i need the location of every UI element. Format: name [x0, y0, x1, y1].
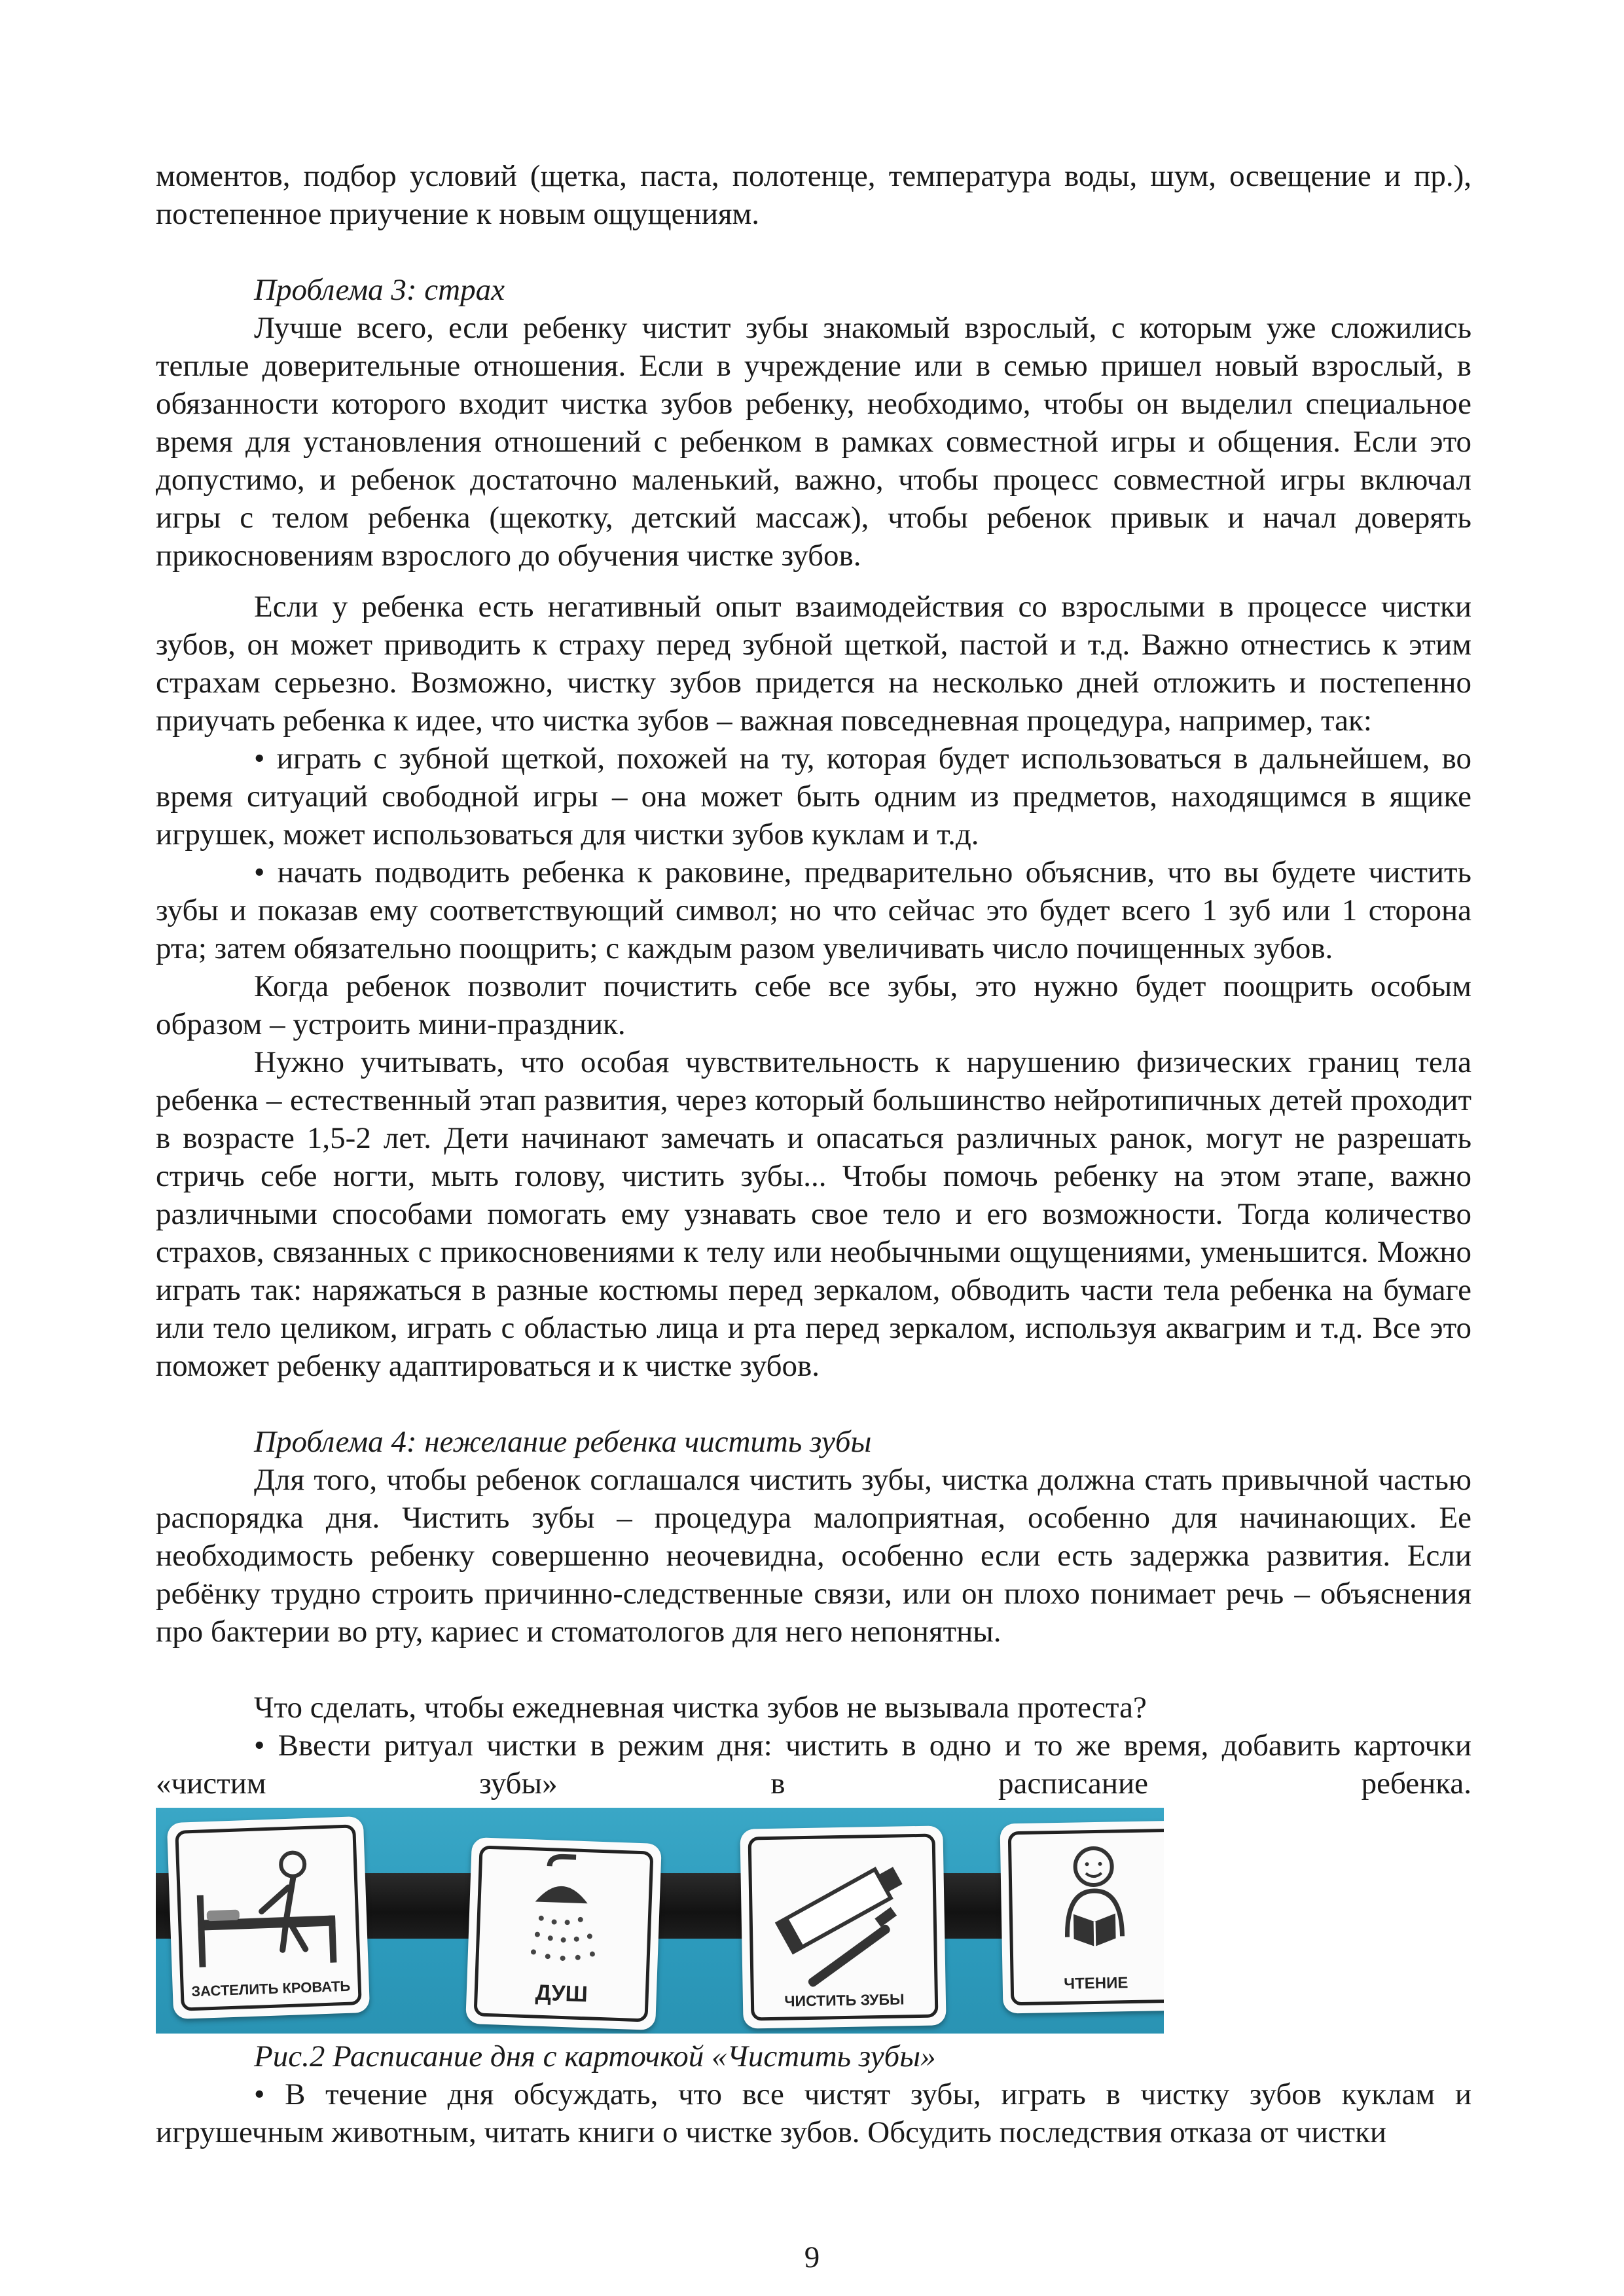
paragraph: Лучше всего, если ребенку чистит зубы знакомый взрослый, с которым уже сложились теплые доверительные отношения. Если в учреждение или в семью пришел новый взрослый, в обязанности которого входит чистка зубов ребенку, необходимо, чтобы он выделил специальное время для установления отношений с ребенком в рамках совместной игры и общения. Если это допустимо, и ребенок достаточно маленький, важно, чтобы процесс совместной игры включал игры с телом ребенка (щекотку, детский массаж), чтобы ребенок привык и начал доверять прикосновениям взрослого до обучения чистке зубов. — [156, 311, 1471, 573]
list-item: • В течение дня обсуждать, что все чистят зубы, играть в чистку зубов куклам и игрушечным животным, читать книги о чистке зубов. Обсудить последствия отказа от чистки — [156, 2077, 1471, 2149]
paragraph: моментов, подбор условий (щетка, паста, полотенце, температура воды, шум, освещение и пр.), постепенное приучение к новым ощущениям. — [156, 159, 1471, 231]
paragraph: Нужно учитывать, что особая чувствительность к нарушению физических границ тела ребенка – естественный этап развития, через который большинство нейротипичных детей проходит в возрасте 1,5-2 лет. Дети начинают замечать и опасаться различных ранок, могут не разрешать стричь себе ногти, мыть голову, чистить зубы... Чтобы помочь ребенку на этом этапе, важно различными способами помогать ему узнавать свое тело и его возможности. Тогда количество страхов, связанных с прикосновениями к телу или необычными ощущениями, уменьшится. Можно играть так: наряжаться в разные костюмы перед зеркалом, обводить части тела ребенка на бумаге или тело целиком, играть с областью лица и рта перед зеркалом, используя аквагрим и т.д. Все это поможет ребенку адаптироваться и к чистке зубов. — [156, 1045, 1471, 1383]
card-label: ДУШ — [535, 1980, 588, 2007]
schedule-photo — [156, 1808, 1164, 2034]
card-label: ЧИСТИТЬ ЗУБЫ — [784, 1990, 905, 2010]
paragraph: Для того, чтобы ребенок соглашался чистить зубы, чистка должна стать привычной частью распорядка дня. Чистить зубы – процедура малоприятная, особенно для начинающих. Ее необходимость ребенку совершенно неочевидна, особенно если есть задержка развития. Если ребёнку трудно строить причинно-следственные связи, или он плохо понимает речь – объяснения про бактерии во рту, кариес и стоматологов для него непонятны. — [156, 1463, 1471, 1649]
paragraph: Если у ребенка есть негативный опыт взаимодействия со взрослыми в процессе чистки зубов, он может приводить к страху перед зубной щеткой, пастой и т.д. Важно отнестись к этим страхам серьезно. Возможно, чистку зубов придется на несколько дней отложить и постепенно приучать ребенка к идее, что чистка зубов – важная повседневная процедура, например, так: — [156, 590, 1471, 738]
card-shower — [465, 1837, 662, 2030]
figure-caption: Рис.2 Расписание дня с карточкой «Чистить зубы» — [254, 2039, 936, 2073]
page-number: 9 — [804, 2240, 820, 2274]
card-label: ЧТЕНИЕ — [1063, 1974, 1128, 1993]
list-item: • Ввести ритуал чистки в режим дня: чистить в одно и то же время, добавить карточки «чистим зубы» в расписание ребенка. — [156, 1729, 1471, 1801]
paragraph: Когда ребенок позволит почистить себе все зубы, это нужно будет поощрить особым образом – устроить мини-праздник. — [156, 969, 1471, 1041]
card-reading — [1000, 1821, 1164, 2014]
card-label: ЗАСТЕЛИТЬ КРОВАТЬ — [190, 1977, 351, 2000]
list-item: • играть с зубной щеткой, похожей на ту, которая будет использоваться в дальнейшем, во время ситуаций свободной игры – она может быть одним из предметов, находящимся в ящике игрушек, может использоваться для чистки зубов куклам и т.д. — [156, 742, 1471, 852]
card-brush-teeth — [740, 1825, 946, 2028]
paragraph: Что сделать, чтобы ежедневная чистка зубов не вызывала протеста? — [254, 1691, 1147, 1725]
list-item: • начать подводить ребенка к раковине, предварительно объяснив, что вы будете чистить зубы и показав ему соответствующий символ; но что сейчас это будет всего 1 зуб или 1 сторона рта; затем обязательно поощрить; с каждым разом увеличивать число почищенных зубов. — [156, 855, 1471, 965]
text-column — [156, 157, 1471, 2151]
section-heading: Проблема 3: страх — [254, 273, 505, 307]
section-heading: Проблема 4: нежелание ребенка чистить зубы — [254, 1425, 872, 1459]
card-make-bed — [167, 1816, 370, 2019]
